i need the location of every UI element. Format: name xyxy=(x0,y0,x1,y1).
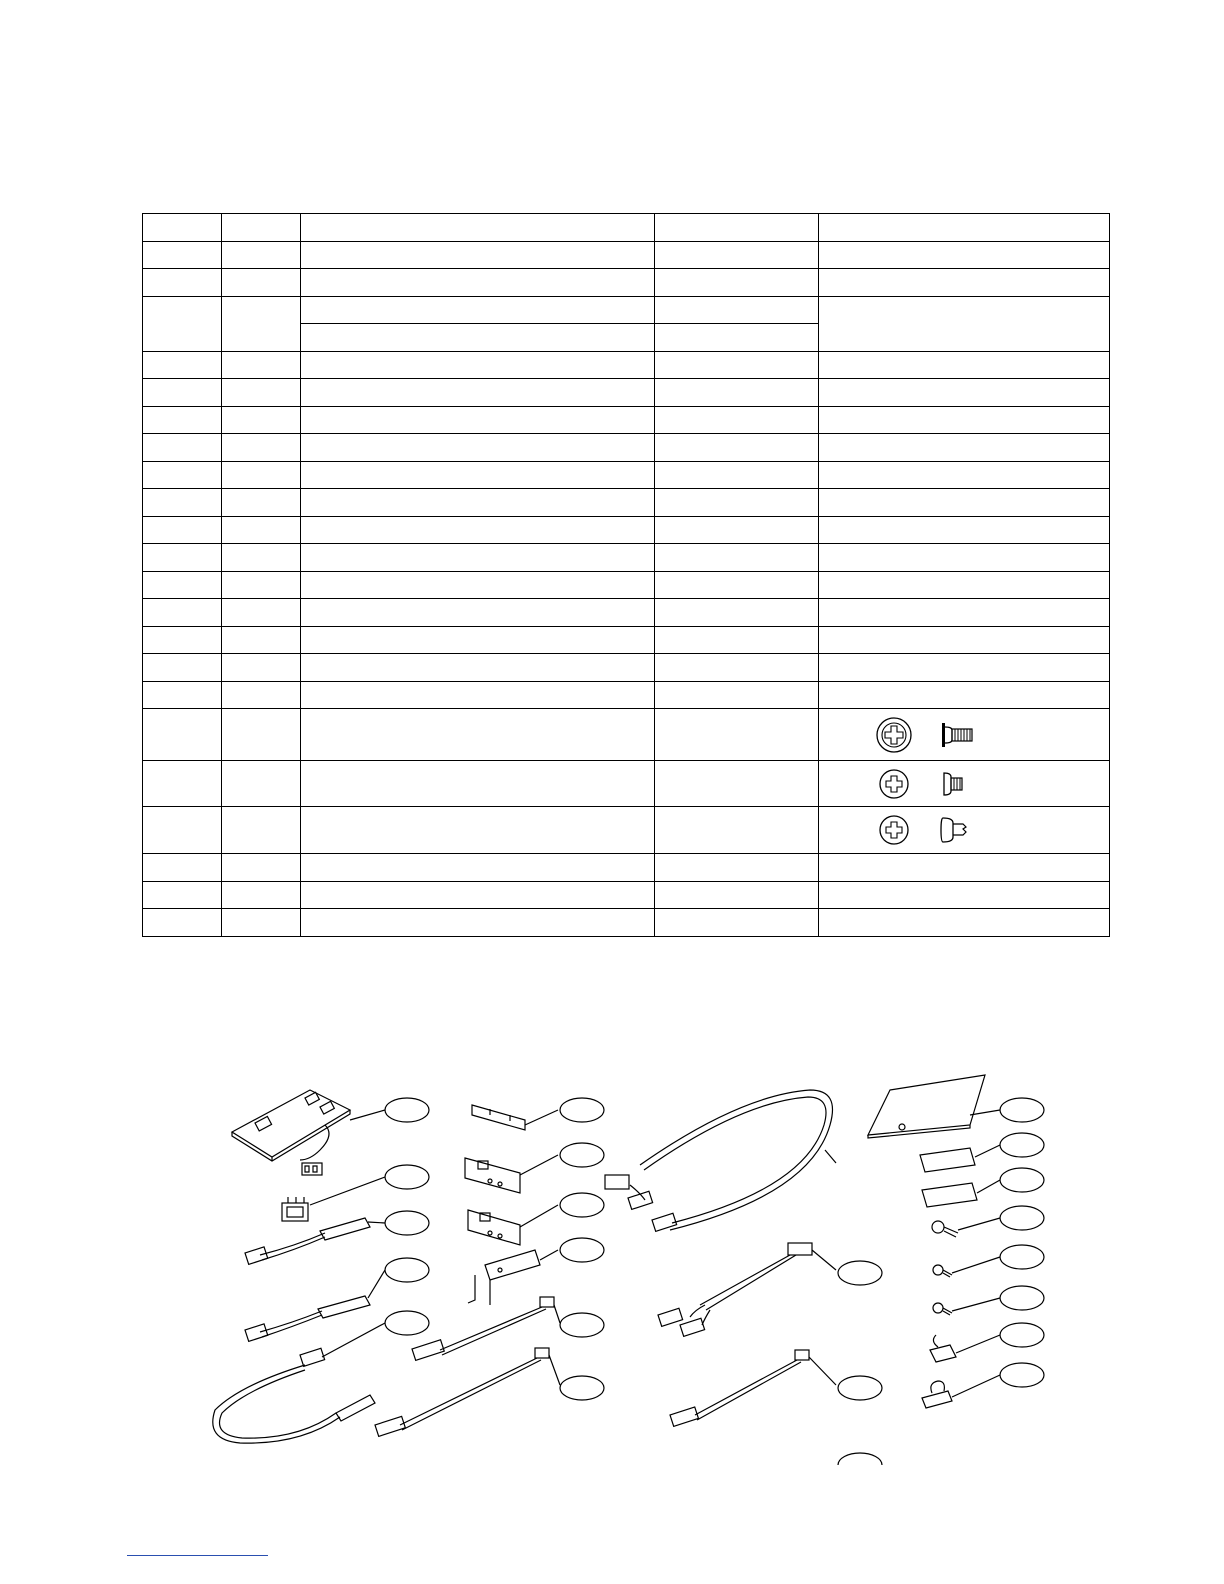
circuit-board-icon xyxy=(232,1090,350,1175)
insulation-plate-icon xyxy=(868,1075,985,1138)
screw-symbol-cell xyxy=(819,709,1110,761)
callout-bubble xyxy=(560,1376,604,1400)
table-row xyxy=(143,379,1110,407)
header-cell xyxy=(222,214,301,242)
callout-bubble xyxy=(385,1165,429,1189)
callout-bubble xyxy=(1000,1206,1044,1230)
bracket-icon xyxy=(472,1105,525,1130)
callout-bubble xyxy=(1000,1098,1044,1122)
table-row xyxy=(143,544,1110,572)
callout-bubble xyxy=(838,1261,882,1285)
callout-bubble xyxy=(385,1098,429,1122)
callout-bubble xyxy=(1000,1168,1044,1192)
table-row xyxy=(143,241,1110,269)
bracket-icon xyxy=(465,1158,520,1193)
cable-clamp-icon xyxy=(922,1381,952,1408)
table-row xyxy=(143,406,1110,434)
table-row xyxy=(143,434,1110,462)
callout-bubble xyxy=(1000,1286,1044,1310)
table-row xyxy=(143,854,1110,882)
table-row xyxy=(143,296,1110,324)
loop-wire-icon xyxy=(213,1348,375,1443)
header-cell xyxy=(143,214,222,242)
table-row xyxy=(143,761,1110,807)
cable-clip-icon xyxy=(930,1335,956,1362)
screw-washer-icon xyxy=(932,1221,958,1237)
wire-harness-icon xyxy=(412,1297,554,1360)
screw-symbol-cell xyxy=(819,807,1110,854)
callout-bubble xyxy=(560,1238,604,1262)
callout-bubble xyxy=(385,1211,429,1235)
table-row xyxy=(143,351,1110,379)
table-row xyxy=(143,269,1110,297)
table-row xyxy=(143,626,1110,654)
wire-harness-icon xyxy=(375,1348,549,1436)
callout-bubble xyxy=(560,1143,604,1167)
table-row xyxy=(143,681,1110,709)
header-cell xyxy=(819,214,1110,242)
parts-list-table xyxy=(142,213,1110,937)
table-header-row xyxy=(143,214,1110,242)
table-row xyxy=(143,489,1110,517)
table-row xyxy=(143,571,1110,599)
loop-cable-icon xyxy=(630,1463,655,1465)
bracket-icon xyxy=(468,1250,540,1305)
callout-bubble xyxy=(838,1376,882,1400)
table-row xyxy=(143,909,1110,937)
loop-cable-icon xyxy=(605,1090,833,1231)
wire-harness-icon xyxy=(245,1218,370,1264)
callout-bubble xyxy=(560,1193,604,1217)
label-sheet-icon xyxy=(922,1183,977,1207)
screw-symbol-cell xyxy=(819,761,1110,807)
callout-bubble xyxy=(560,1313,604,1337)
table-row xyxy=(143,654,1110,682)
table-row xyxy=(143,461,1110,489)
callout-bubble xyxy=(385,1311,429,1335)
header-cell xyxy=(655,214,819,242)
table-row xyxy=(143,709,1110,761)
callout-bubble xyxy=(560,1098,604,1122)
table-row xyxy=(143,807,1110,854)
footer-rule xyxy=(127,1555,268,1556)
table-row xyxy=(143,599,1110,627)
label-sheet-icon xyxy=(920,1148,975,1172)
screw-tapping-icon xyxy=(933,1303,952,1315)
screw-pan-icon xyxy=(933,1265,952,1277)
table-row xyxy=(143,881,1110,909)
callout-bubble xyxy=(1000,1245,1044,1269)
callout-bubble xyxy=(1000,1133,1044,1157)
table-row xyxy=(143,516,1110,544)
callout-bubble xyxy=(838,1453,882,1465)
wire-harness-icon xyxy=(658,1243,812,1336)
exploded-parts-drawing xyxy=(200,1065,1080,1465)
switch-icon xyxy=(282,1197,308,1221)
screw-head-washer-icon xyxy=(874,715,984,755)
callout-bubble xyxy=(1000,1323,1044,1347)
screw-head-tapping-icon xyxy=(874,813,984,847)
callout-bubble xyxy=(1000,1363,1044,1387)
header-cell xyxy=(301,214,655,242)
bracket-icon xyxy=(468,1210,520,1245)
screw-head-pan-icon xyxy=(874,767,984,801)
wire-harness-icon xyxy=(670,1350,809,1426)
callout-bubble xyxy=(385,1258,429,1282)
wire-harness-icon xyxy=(245,1296,370,1341)
